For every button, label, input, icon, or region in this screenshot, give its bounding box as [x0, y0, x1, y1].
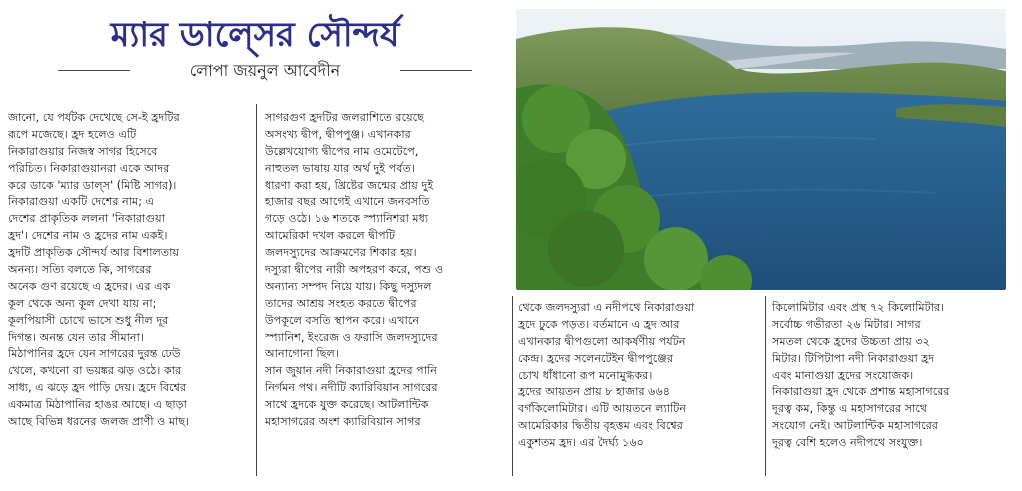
text-line: সমতল থেকে হ্রদের উচ্চতা প্রায় ৩২ [772, 334, 930, 348]
text-line: সাধ্য, এ ঝড়ে হ্রদ পাড়ি দেয়। হ্রদে বিশ্বের [8, 381, 187, 395]
text-line: কূলপিয়াসী চোখে ভাসে শুধু নীল দূর [8, 313, 169, 327]
text-line: গড়ে ওঠে। ১৬ শতকে স্প্যানিশরা মধ্য [265, 212, 429, 226]
text-line: ধারণা করা হয়, খ্রিষ্টের জন্মের প্রায় দুই [265, 178, 434, 192]
lake-photo [516, 9, 1006, 290]
text-line: নিকারাগুয়া একটি দেশের নাম; এ [8, 195, 155, 209]
text-line: অনেক গুণ রয়েছে এ হ্রদের। এর এক [8, 279, 171, 293]
article-byline: লোপা জয়নুল আবেদীন [189, 61, 341, 80]
text-line: আনাগোনা ছিল। [265, 347, 339, 361]
text-line: মিটার। টিপিটাপা নদী নিকারাগুয়া হ্রদ [772, 351, 935, 365]
text-line: দিগন্ত। অনন্ত যেন তার সীমানা। [8, 330, 144, 344]
text-line: অসংখ্য দ্বীপ, দ্বীপপুঞ্জ। এখানকার [265, 127, 411, 141]
text-line: হ্রদ'। দেশের নাম ও হ্রদের নাম একই। [8, 229, 168, 243]
text-line: সংযোগ নেই। আটলান্টিক মহাসাগরের [772, 419, 939, 433]
text-line: স্প্যানিশ, ইংরেজ ও ফরাসি জলদস্যুদের [265, 330, 438, 344]
text-line: হ্রদের আয়তন প্রায় ৮ হাজার ৬৬৪ [518, 385, 670, 399]
text-line: কূল থেকে অন্য কূল দেখা যায় না; [8, 296, 157, 310]
text-line: দেশের প্রাকৃতিক ললনা 'নিকারাগুয়া [8, 212, 165, 226]
text-line: সর্বোচ্চ গভীরতা ২৬ মিটার। সাগর [772, 317, 921, 331]
text-line: দস্যুরা দ্বীপের নারী অপহরণ করে, পশু ও [265, 263, 444, 277]
text-line: আমেরিকার দ্বিতীয় বৃহত্তম এবং বিশ্বের [518, 419, 683, 433]
text-line: খেলে, কখনো বা ভয়ঙ্কর ঝড় ওঠে। কার [8, 364, 182, 378]
column-divider-3 [765, 296, 766, 476]
lake-landscape-image [516, 9, 1006, 290]
article-title: ম্যার ডাল্সের সৌন্দর্য [110, 15, 400, 55]
text-column-1 [8, 110, 251, 431]
text-line: থেকে জলদস্যুরা এ নদীপথে নিকারাগুয়া [518, 301, 695, 314]
text-line: দূরত্ব কম, কিন্তু এ মহাসাগরের সাথে [772, 402, 928, 416]
text-line: মহাসাগরের অংশ ক্যারিবিয়ান সাগর [265, 415, 421, 429]
text-line: হ্রদটি প্রাকৃতিক সৌন্দর্য আর বিশালতায় [8, 246, 180, 260]
text-line: আমেরিকা দখল করলে দ্বীপটি [265, 229, 395, 243]
text-line: সাগরগুণ হ্রদটির জলরাশিতে রয়েছে [265, 111, 424, 124]
text-line: করে ডাকে 'ম্যার ডাল্স' (মিষ্টি সাগর)। [8, 178, 177, 192]
text-line: নিকারাগুয়ার নিজস্ব সাগর হিসেবে [8, 144, 158, 158]
text-line: উপকূলে বসতি স্থাপন করে। এখানে [265, 313, 420, 327]
text-line: অনন্য। সত্যি বলতে কি, সাগরের [8, 263, 152, 277]
byline-rule-right [400, 70, 472, 71]
text-line: মিঠাপানির হ্রদে যেন সাগরের দুরন্ত ঢেউ [8, 347, 181, 361]
text-line: সান জুয়ান নদী নিকারাগুয়া হ্রদের পানি [265, 364, 437, 378]
text-line: তাদের আশ্রয় সংহত করতে দ্বীপের [265, 296, 417, 310]
column-divider-1 [256, 104, 257, 476]
text-line: বর্গকিলোমিটার। এটি আয়তনে ল্যাটিন [518, 402, 687, 416]
text-column-4 [772, 300, 1014, 452]
text-line: চোখ ধাঁধানো রূপ মনোমুগ্ধকর। [518, 368, 653, 382]
text-line: আছে বিভিন্ন ধরনের জলজ প্রাণী ও মাছ। [8, 415, 190, 429]
text-line: নিকারাগুয়া হ্রদ থেকে প্রশান্ত মহাসাগরের [772, 385, 950, 399]
text-line: কেন্দ্র। হ্রদের সলেনটেইন দ্বীপপুঞ্জের [518, 351, 674, 365]
text-line: একমাত্র মিঠাপানির হাঙর আছে। এ ছাড়া [8, 398, 187, 412]
text-column-2 [265, 110, 508, 431]
text-line: এখানকার দ্বীপগুলো আকর্ষণীয় পর্যটন [518, 334, 686, 348]
text-line: অন্যান্য সম্পদ নিয়ে যায়। কিছু দস্যুদল [265, 279, 432, 293]
column-divider-2 [512, 296, 513, 476]
text-line: দূরত্ব বেশি হলেও নদীপথে সংযুক্ত। [772, 436, 923, 450]
text-line: সাথে হ্রদকে যুক্ত করেছে। আটলান্টিক [265, 398, 429, 412]
text-line: পরিচিত। নিকারাগুয়ানরা একে আদর [8, 161, 170, 175]
text-line: রূপে মজেছে। হ্রদ হলেও এটি [8, 127, 137, 141]
text-line: উল্লেখযোগ্য দ্বীপের নাম ওমেটেপে, [265, 144, 419, 158]
text-column-3 [518, 300, 758, 452]
text-line: জলদস্যুদের আক্রমণের শিকার হয়। [265, 246, 417, 260]
text-line: কিলোমিটার এবং প্রস্থ ৭২ কিলোমিটার। [772, 301, 945, 314]
text-line: হাজার বছর আগেই এখানে জনবসতি [265, 195, 430, 209]
text-line: জানো, যে পর্যটক দেখেছে সে-ই হ্রদটির [8, 111, 180, 124]
text-line: হ্রদে ঢুকে পড়ত। বর্তমানে এ হ্রদ আর [518, 317, 680, 331]
byline-rule-left [58, 70, 130, 71]
text-line: নাহুতল ভাষায় যার অর্থ দুই পর্বত। [265, 161, 415, 175]
text-line: নির্গমন পথ। নদীটি ক্যারিবিয়ান সাগরের [265, 381, 438, 395]
text-line: একুশতম হ্রদ। এর দৈর্ঘ্য ১৬০ [518, 436, 644, 450]
text-line: এবং মানাগুয়া হ্রদের সংযোজক। [772, 368, 914, 382]
